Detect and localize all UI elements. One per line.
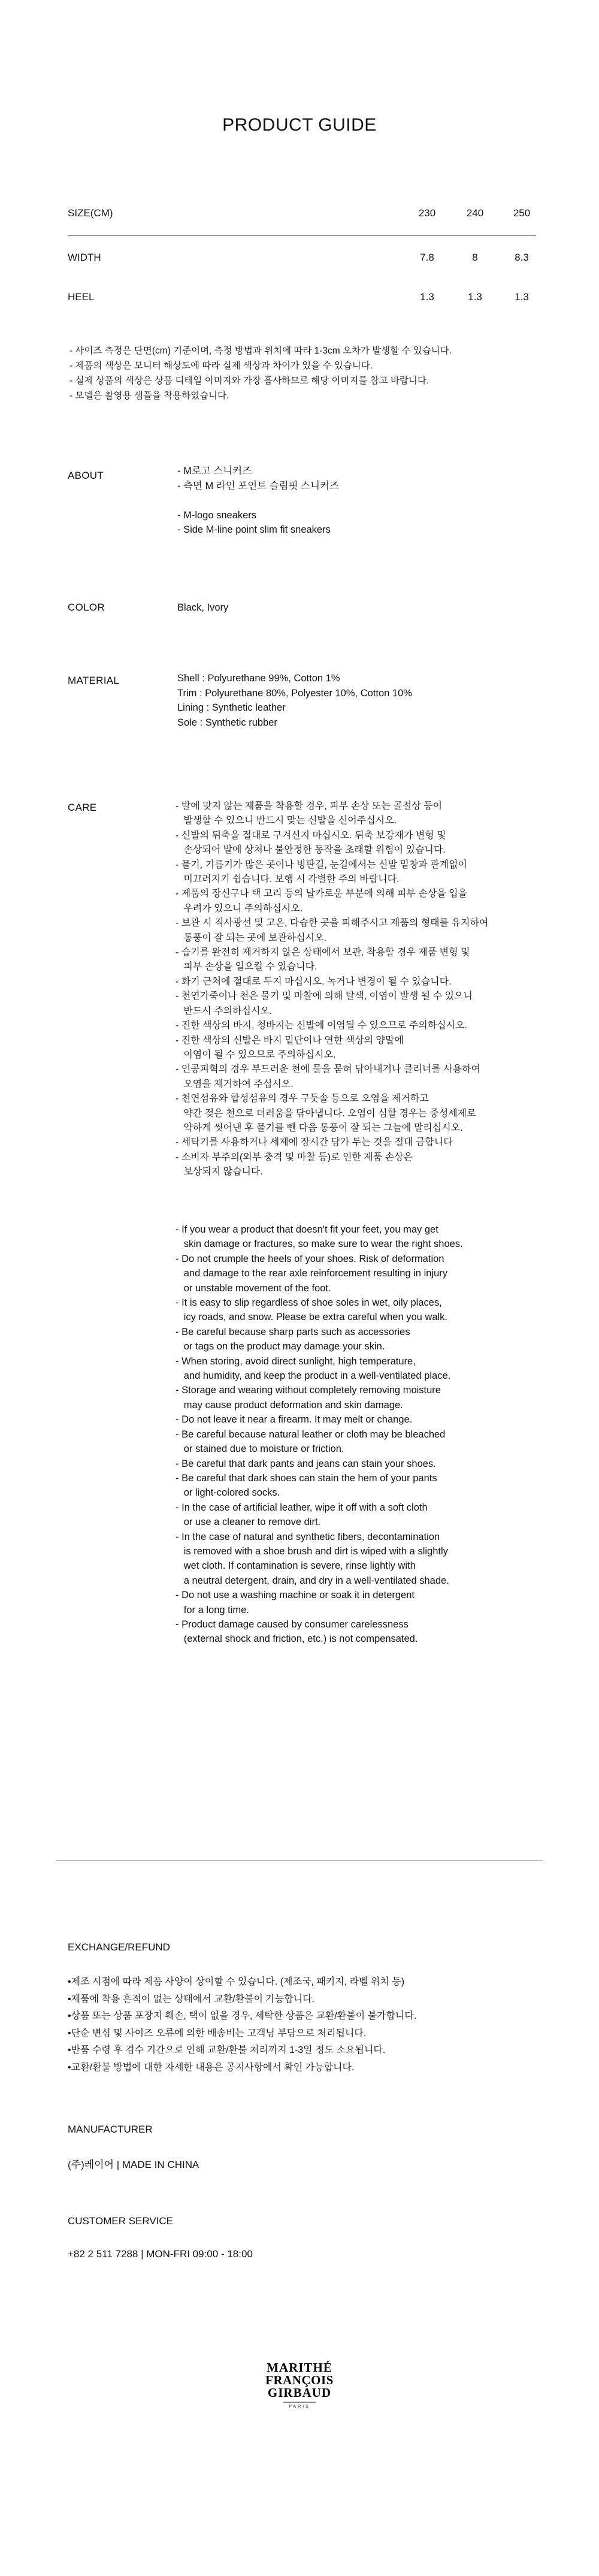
care-en-line: is removed with a shoe brush and dirt is wiped with a slightly — [176, 1545, 448, 1557]
exchange-line: •제조 시점에 따라 제품 사양이 상이할 수 있습니다. (제조국, 패키지, 라벨 위치 등) — [68, 1977, 405, 1987]
size-cell: 8 — [472, 252, 478, 263]
care-en-line: - Do not use a washing machine or soak it in detergent — [176, 1590, 415, 1601]
care-en-line: - In the case of natural and synthetic fibers, decontamination — [176, 1531, 440, 1542]
brand-logo — [259, 2359, 340, 2409]
care-en-line: - Product damage caused by consumer carelessness — [176, 1618, 409, 1630]
size-header-label: SIZE(CM) — [68, 207, 113, 219]
care-ko-line: - 진한 색상의 신발은 바지 밑단이나 연한 색상의 양말에 — [176, 1035, 404, 1046]
care-ko-line: - 천연섬유와 합성섬유의 경우 구둣솔 등으로 오염을 제거하고 — [176, 1094, 429, 1104]
care-en-line: - Storage and wearing without completely removing moisture — [176, 1385, 441, 1396]
care-ko-line: 약간 젖은 천으로 더러움을 닦아냅니다. 오염이 심할 경우는 중성세제로 — [176, 1108, 476, 1119]
logo-line-3: GIRBAUD — [267, 2385, 332, 2400]
care-ko-line: - 인공피혁의 경우 부드러운 천에 물을 묻혀 닦아내거나 클리너를 사용하여 — [176, 1064, 481, 1075]
exchange-line: •반품 수령 후 검수 기간으로 인해 교환/환불 처리까지 1-3일 정도 소요됩니다. — [68, 2045, 386, 2056]
care-en-line: or light-colored socks. — [176, 1487, 280, 1499]
material-line: Sole : Synthetic rubber — [177, 717, 277, 728]
logo-sub: PARIS — [289, 2405, 310, 2409]
care-ko-line: - 발에 맞지 않는 제품을 착용할 경우, 피부 손상 또는 골절상 등이 — [176, 801, 443, 811]
care-en-line: - Do not leave it near a firearm. It may melt or change. — [176, 1414, 413, 1426]
color-label: COLOR — [68, 602, 105, 613]
note-line: - 모델은 촬영용 샘플을 착용하였습니다. — [69, 391, 229, 401]
size-row-width — [68, 252, 536, 270]
care-en-line: - It is easy to slip regardless of shoe soles in wet, oily places, — [176, 1297, 442, 1309]
size-header-240: 240 — [466, 207, 484, 219]
size-cell: 1.3 — [420, 291, 434, 303]
material-line: Trim : Polyurethane 80%, Polyester 10%, Cotton 10% — [177, 687, 412, 699]
care-ko-line: - 진한 색상의 바지, 청바지는 신발에 이염될 수 있으므로 주의하십시오. — [176, 1020, 467, 1031]
care-ko-line: 이염이 될 수 있으므로 주의하십시오. — [176, 1049, 336, 1060]
care-ko-line: 미끄러지기 쉽습니다. 보행 시 각별한 주의 바랍니다. — [176, 874, 400, 885]
about-line: - Side M-line point slim fit sneakers — [177, 524, 331, 535]
material-line: Lining : Synthetic leather — [177, 702, 286, 713]
care-en-line: and damage to the rear axle reinforcement resulting in injury — [176, 1268, 447, 1279]
customer-service-value: +82 2 511 7288 | MON-FRI 09:00 - 18:00 — [68, 2248, 253, 2260]
material-body — [177, 671, 412, 730]
about-body — [177, 464, 339, 537]
exchange-line: •교환/환불 방법에 대한 자세한 내용은 공지사항에서 확인 가능합니다. — [68, 2062, 355, 2073]
care-en-line: or stained due to moisture or friction. — [176, 1443, 344, 1455]
exchange-list — [68, 1974, 416, 2077]
care-ko-line: - 화기 근처에 절대로 두지 마십시오. 녹거나 변경이 될 수 있습니다. — [176, 976, 452, 987]
care-ko-line: 보상되지 않습니다. — [176, 1167, 263, 1177]
size-table — [68, 207, 536, 303]
care-label: CARE — [68, 802, 97, 813]
care-ko-line: 우려가 있으니 주의하십시오. — [176, 903, 303, 914]
care-ko-line: - 제품의 장신구나 택 고리 등의 날카로운 부분에 의해 피부 손상을 입을 — [176, 889, 467, 899]
care-ko-line: 반드시 주의하십시오. — [176, 1005, 273, 1016]
size-row-label: WIDTH — [68, 252, 101, 263]
care-en-line: and humidity, and keep the product in a well-ventilated place. — [176, 1370, 451, 1382]
care-ko-line: - 습기를 완전히 제거하지 않은 상태에서 보관, 착용할 경우 제품 변형 및 — [176, 947, 470, 958]
size-cell: 7.8 — [420, 252, 434, 263]
page-title: PRODUCT GUIDE — [222, 115, 377, 135]
care-ko-line: 오염을 제거하여 주십시오. — [176, 1079, 294, 1089]
size-cell: 8.3 — [515, 252, 529, 263]
care-en-line: - Be careful because sharp parts such as accessories — [176, 1326, 410, 1337]
care-ko-line: - 소비자 부주의(외부 충격 및 마찰 등)로 인한 제품 손상은 — [176, 1152, 413, 1162]
about-line — [177, 493, 339, 508]
care-ko-line: 통풍이 잘 되는 곳에 보관하십시오. — [176, 932, 326, 943]
logo-line-2: FRANÇOIS — [265, 2373, 334, 2387]
size-row-heel — [68, 291, 536, 309]
care-en-line: may cause product deformation and skin damage. — [176, 1399, 403, 1411]
exchange-line: •제품에 착용 흔적이 없는 상태에서 교환/환불이 가능합니다. — [68, 1994, 315, 2004]
care-en-line: - Do not crumple the heels of your shoes. Risk of deformation — [176, 1253, 444, 1264]
care-en-line: icy roads, and snow. Please be extra careful when you walk. — [176, 1312, 447, 1323]
care-en-line: a neutral detergent, drain, and dry in a well-ventilated shade. — [176, 1575, 449, 1586]
note-line: - 실제 상품의 색상은 상품 디테일 이미지와 가장 흡사하므로 해당 이미지를 참고 바랍니다. — [69, 376, 429, 386]
care-ko-line: - 보관 시 직사광선 및 고온, 다습한 곳을 피해주시고 제품의 형태를 유지하여 — [176, 918, 489, 929]
manufacturer-value: (주)레이어 | MADE IN CHINA — [68, 2159, 199, 2170]
about-line: - M로고 스니커즈 — [177, 466, 252, 476]
size-notes — [69, 343, 452, 403]
care-ko-line: - 물기, 기름기가 많은 곳이나 빙판길, 눈길에서는 신발 밑창과 관계없이 — [176, 859, 467, 870]
care-ko-line: - 천연가죽이나 천은 물기 및 마찰에 의해 탈색, 이염이 발생 될 수 있으니 — [176, 991, 473, 1002]
care-en-line: or unstable movement of the foot. — [176, 1282, 331, 1294]
size-header-250: 250 — [513, 207, 531, 219]
care-ko-line: 발생할 수 있으니 반드시 맞는 신발을 신어주십시오. — [176, 816, 397, 826]
care-en-line: - Be careful that dark pants and jeans can stain your shoes. — [176, 1458, 436, 1469]
care-en-line: (external shock and friction, etc.) is not compensated. — [176, 1633, 418, 1645]
care-korean-list — [176, 799, 488, 1180]
care-en-line: - In the case of artificial leather, wipe it off with a soft cloth — [176, 1502, 428, 1513]
size-header-230: 230 — [418, 207, 436, 219]
manufacturer-label: MANUFACTURER — [68, 2124, 153, 2135]
about-line: - 측면 M 라인 포인트 슬림핏 스니커즈 — [177, 480, 339, 491]
care-en-line: - When storing, avoid direct sunlight, high temperature, — [176, 1355, 416, 1367]
color-value: Black, Ivory — [177, 602, 229, 613]
care-en-line: wet cloth. If contamination is severe, rinse lightly with — [176, 1560, 416, 1572]
care-ko-line: 손상되어 발에 상처나 불안정한 동작을 초래할 위험이 있습니다. — [176, 845, 446, 856]
material-label: MATERIAL — [68, 675, 120, 686]
logo-line-1: MARITHÉ — [267, 2360, 332, 2375]
size-cell: 1.3 — [515, 291, 529, 303]
care-en-line: - If you wear a product that doesn't fit your feet, you may get — [176, 1224, 438, 1235]
about-label: ABOUT — [68, 470, 104, 481]
care-en-line: skin damage or fractures, so make sure to wear the right shoes. — [176, 1239, 463, 1250]
care-ko-line: 피부 손상을 일으킬 수 있습니다. — [176, 962, 317, 973]
care-en-line: - Be careful that dark shoes can stain the hem of your pants — [176, 1472, 437, 1484]
size-cell: 1.3 — [468, 291, 482, 303]
care-ko-line: - 신발의 뒤축을 절대로 구겨신지 마십시오. 뒤축 보강재가 변형 및 — [176, 830, 446, 841]
care-ko-line: 약하게 씻어낸 후 물기를 뺀 다음 통풍이 잘 되는 그늘에 말리십시오. — [176, 1122, 463, 1133]
about-line: - M-logo sneakers — [177, 509, 257, 521]
size-row-label: HEEL — [68, 291, 95, 303]
note-line: - 사이즈 측정은 단면(cm) 기준이며, 측정 방법과 위치에 따라 1-3cm 오차가 발생할 수 있습니다. — [69, 346, 452, 356]
exchange-label: EXCHANGE/REFUND — [68, 1941, 170, 1953]
care-ko-line: - 세탁기를 사용하거나 세제에 장시간 담가 두는 것을 절대 금합니다 — [176, 1137, 453, 1148]
care-en-line: or use a cleaner to remove dirt. — [176, 1517, 321, 1528]
care-english-list — [176, 1222, 463, 1647]
customer-service-label: CUSTOMER SERVICE — [68, 2215, 174, 2227]
care-en-line: or tags on the product may damage your skin. — [176, 1341, 385, 1352]
exchange-line: •상품 또는 상품 포장지 훼손, 택이 없을 경우, 세탁한 상품은 교환/환불이 불가합니다. — [68, 2011, 417, 2022]
size-table-header — [68, 207, 536, 225]
care-en-line: - Be careful because natural leather or cloth may be bleached — [176, 1429, 446, 1440]
material-line: Shell : Polyurethane 99%, Cotton 1% — [177, 673, 340, 684]
note-line: - 제품의 색상은 모니터 해상도에 따라 실제 색상과 차이가 있을 수 있습니다. — [69, 361, 373, 371]
exchange-line: •단순 변심 및 사이즈 오류에 의한 배송비는 고객님 부담으로 처리됩니다. — [68, 2028, 367, 2039]
care-en-line: for a long time. — [176, 1604, 249, 1615]
